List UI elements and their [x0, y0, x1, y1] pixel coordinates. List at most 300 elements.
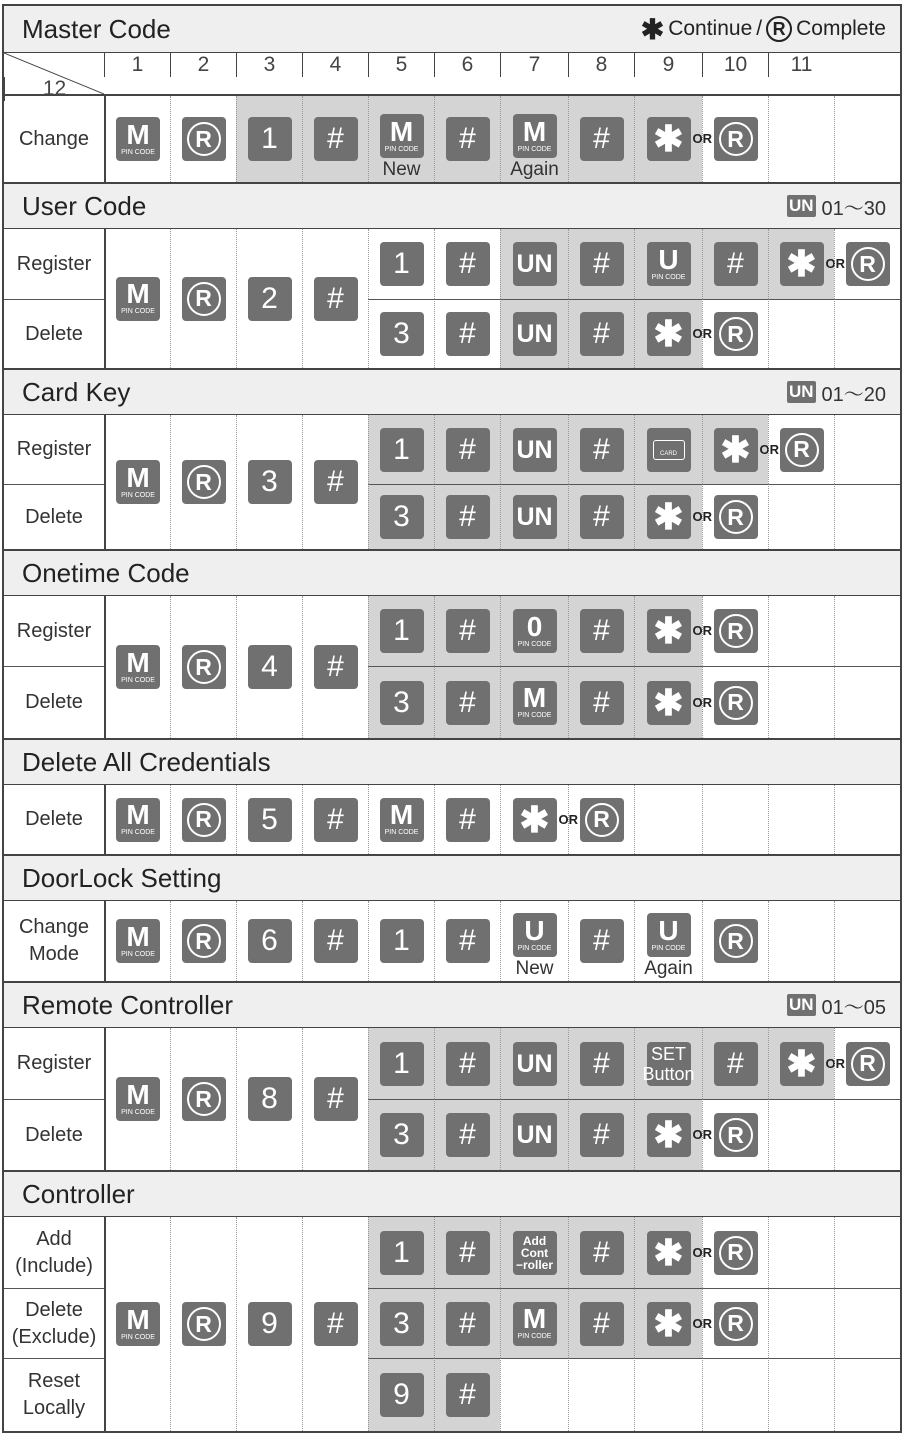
step-cell — [568, 596, 634, 666]
step-cell — [302, 415, 368, 549]
step-cell — [834, 1028, 900, 1099]
step-cell — [302, 1217, 368, 1431]
step-cell — [236, 785, 302, 854]
section-body — [4, 596, 900, 738]
circle-r-icon: R — [719, 1236, 753, 1270]
un-badge: UN — [788, 196, 814, 215]
step-cell — [434, 1358, 500, 1431]
range-indicator — [787, 192, 886, 221]
key-main-text: # — [327, 650, 344, 683]
step-cell — [368, 484, 434, 549]
pin-code-key — [116, 1302, 160, 1346]
column-number: 10 — [702, 53, 768, 77]
column-number: 12 — [4, 77, 104, 101]
row-label: Delete — [4, 299, 104, 368]
step-cell — [768, 1288, 834, 1358]
key-main-text: 9 — [261, 1307, 278, 1340]
step-cell — [434, 415, 500, 484]
range-text: 01～30 — [821, 197, 886, 220]
key-main-text: # — [327, 122, 344, 155]
step-cell — [434, 1217, 500, 1288]
hash-key — [446, 1042, 490, 1086]
step-cell — [236, 596, 302, 738]
step-cell — [768, 96, 834, 182]
step-cell — [834, 299, 900, 368]
key-main-text: 1 — [393, 247, 410, 280]
key-main-text: 3 — [393, 317, 410, 350]
step-cell — [368, 1358, 434, 1431]
step-cell — [568, 666, 634, 738]
step-cell — [302, 901, 368, 981]
key-sub-text: PIN CODE — [517, 640, 552, 648]
digit-key — [380, 681, 424, 725]
step-cell — [236, 901, 302, 981]
key-main-text: # — [459, 432, 476, 466]
step-cell — [568, 96, 634, 182]
range-indicator — [787, 991, 886, 1020]
section-onetime-code — [4, 549, 900, 738]
user-number-key — [513, 495, 557, 539]
circle-r-icon: R — [719, 122, 753, 156]
card-icon: CARD — [653, 440, 685, 460]
step-cell — [500, 1358, 568, 1431]
button-key — [513, 1231, 557, 1275]
continue-key — [647, 1231, 712, 1275]
step-cell — [500, 299, 568, 368]
key-main-text: 3 — [393, 685, 410, 719]
step-cell — [568, 1028, 634, 1099]
pin-code-key — [647, 242, 691, 286]
section-header — [4, 981, 900, 1028]
asterisk-icon: ✱ — [653, 681, 684, 723]
step-cell — [434, 785, 500, 854]
section-body — [4, 415, 900, 549]
key-sub-text: PIN CODE — [517, 145, 552, 153]
row-label: Delete — [4, 484, 104, 549]
key-main-text: U — [524, 914, 545, 946]
step-cell — [500, 229, 568, 299]
step-cell — [170, 901, 236, 981]
step-cell — [834, 229, 900, 299]
step-cell — [302, 1028, 368, 1170]
step-cell — [368, 299, 434, 368]
row-label: Register — [16, 438, 92, 460]
step-cell — [634, 1288, 712, 1358]
step-cell — [702, 1217, 768, 1288]
step-cell — [768, 415, 834, 484]
step-cell — [500, 666, 568, 738]
procedure-table — [2, 4, 902, 1433]
hash-key — [446, 681, 490, 725]
circle-r-icon: R — [766, 16, 792, 42]
key-main-text: # — [593, 1306, 610, 1340]
section-body — [4, 229, 900, 368]
key-line-text: −roller — [515, 1257, 554, 1272]
hash-key — [314, 277, 358, 321]
step-cell — [236, 415, 302, 549]
key-sub-text: PIN CODE — [651, 273, 686, 281]
step-cell — [104, 596, 170, 738]
key-main-text: 9 — [393, 1378, 410, 1411]
step-cell — [368, 1028, 434, 1099]
step-cell — [368, 901, 434, 981]
step-cell — [702, 1358, 768, 1431]
section-body — [4, 1217, 900, 1431]
row-label: Delete — [4, 666, 104, 738]
hash-key — [714, 242, 758, 286]
step-cell — [834, 596, 900, 666]
step-cell — [568, 415, 634, 484]
circle-r-icon: R — [187, 1307, 221, 1341]
column-number: 4 — [302, 53, 368, 77]
column-number: 3 — [236, 53, 302, 77]
section-header — [4, 368, 900, 415]
step-cell — [368, 96, 434, 182]
circle-r-icon: R — [785, 433, 819, 467]
circle-r-icon: R — [719, 1118, 753, 1152]
step-cell — [634, 901, 702, 981]
key-main-text: M — [126, 118, 150, 150]
step-cell — [634, 415, 702, 484]
row-label: Register — [16, 252, 92, 275]
asterisk-icon: ✱ — [653, 1231, 684, 1273]
key-main-text: 1 — [393, 924, 410, 957]
step-cell — [236, 96, 302, 182]
section-body — [4, 901, 900, 981]
digit-key — [248, 798, 292, 842]
key-main-text: U — [658, 243, 679, 275]
continue-key — [647, 1302, 712, 1346]
column-number: 2 — [170, 53, 236, 77]
key-sub-text: PIN CODE — [121, 1108, 155, 1116]
step-cell — [634, 229, 702, 299]
step-cell — [834, 96, 900, 182]
continue-key — [647, 681, 712, 725]
digit-key — [380, 1042, 424, 1086]
complete-key — [846, 242, 890, 286]
pin-code-key — [116, 919, 160, 963]
step-cell — [500, 484, 568, 549]
circle-r-icon: R — [719, 924, 753, 958]
key-main-text: 0 — [526, 610, 543, 642]
step-cell — [434, 1288, 500, 1358]
complete-key — [182, 1302, 226, 1346]
complete-key — [182, 798, 226, 842]
key-main-text: 1 — [393, 614, 410, 647]
step-cell — [302, 596, 368, 738]
step-cell — [768, 299, 834, 368]
section-header — [4, 549, 900, 596]
step-cell — [434, 96, 500, 182]
complete-key — [182, 277, 226, 321]
pin-code-key — [513, 609, 557, 653]
key-main-text: # — [593, 432, 610, 466]
column-number: 8 — [568, 53, 634, 77]
hash-key — [580, 681, 624, 725]
digit-key — [380, 1373, 424, 1417]
or-label: OR — [692, 509, 712, 524]
key-main-text: # — [327, 1082, 344, 1115]
step-cell — [768, 1099, 834, 1170]
continue-key — [780, 242, 845, 286]
section-remote-controller — [4, 981, 900, 1170]
key-main-text: # — [459, 1306, 476, 1340]
step-cell — [768, 666, 834, 738]
step-cell — [368, 1217, 434, 1288]
digit-key — [248, 1302, 292, 1346]
step-cell — [834, 484, 900, 549]
pin-code-key — [647, 913, 691, 957]
complete-key — [714, 609, 758, 653]
step-cell — [768, 901, 834, 981]
key-main-text: # — [593, 500, 610, 533]
step-cell — [634, 596, 712, 666]
row-label: Register — [16, 619, 92, 642]
circle-r-icon: R — [719, 686, 753, 720]
step-cell — [702, 1288, 768, 1358]
hash-key — [446, 117, 490, 161]
step-cell — [302, 785, 368, 854]
step-cell — [434, 299, 500, 368]
hash-key — [314, 460, 358, 504]
continue-key — [647, 1113, 712, 1157]
pin-code-key — [116, 277, 160, 321]
user-number-key — [513, 1042, 557, 1086]
step-cell — [702, 415, 779, 484]
hash-key — [580, 919, 624, 963]
key-main-text: # — [727, 1046, 744, 1080]
complete-key — [182, 645, 226, 689]
digit-key — [380, 495, 424, 539]
section-title: Onetime Code — [22, 557, 190, 588]
key-main-text: M — [126, 646, 150, 678]
or-label: OR — [692, 131, 712, 146]
step-cell — [104, 415, 170, 549]
button-key — [642, 1042, 695, 1086]
digit-key — [248, 277, 292, 321]
row-label: Change — [18, 127, 90, 150]
step-cell — [702, 484, 768, 549]
continue-key — [780, 1042, 845, 1086]
step-cell — [768, 1028, 845, 1099]
key-main-text: M — [522, 1303, 547, 1334]
key-line-text: SET — [650, 1043, 686, 1064]
step-cell — [434, 1099, 500, 1170]
or-label: OR — [759, 441, 779, 457]
diagonal-corner — [4, 53, 104, 77]
asterisk-icon: ✱ — [653, 1114, 684, 1155]
complete-key — [182, 117, 226, 161]
step-cell — [568, 1288, 634, 1358]
circle-r-icon: R — [187, 924, 221, 958]
step-cell — [104, 96, 170, 182]
digit-key — [380, 312, 424, 356]
hash-key — [446, 1113, 490, 1157]
step-cell — [568, 1358, 634, 1431]
step-cell — [702, 666, 768, 738]
complete-key — [714, 495, 758, 539]
key-main-text: # — [459, 614, 476, 647]
key-main-text: # — [459, 1046, 476, 1080]
key-main-text: 1 — [393, 432, 410, 466]
digit-key — [248, 919, 292, 963]
section-body — [4, 96, 900, 182]
key-caption: New — [382, 159, 421, 180]
column-number: 6 — [434, 53, 500, 77]
asterisk-icon: ✱ — [653, 1302, 684, 1344]
key-main-text: # — [593, 317, 610, 350]
key-main-text: UN — [516, 1049, 553, 1078]
hash-key — [580, 495, 624, 539]
step-cell — [634, 1028, 702, 1099]
step-cell — [368, 666, 434, 738]
range-text: 01～20 — [821, 383, 886, 406]
key-main-text: 8 — [261, 1082, 278, 1115]
step-cell — [104, 1217, 170, 1431]
complete-key — [714, 919, 758, 963]
step-cell — [568, 299, 634, 368]
circle-r-icon: R — [719, 317, 753, 351]
asterisk-icon: ✱ — [653, 496, 684, 537]
key-main-text: # — [593, 122, 610, 155]
hash-key — [446, 1302, 490, 1346]
complete-key — [714, 1113, 758, 1157]
section-body — [4, 1028, 900, 1170]
asterisk-icon: ✱ — [519, 798, 550, 840]
section-header — [4, 738, 900, 785]
key-main-text: UN — [516, 250, 553, 278]
step-cell — [236, 1217, 302, 1431]
step-cell — [634, 1358, 702, 1431]
step-cell — [702, 299, 768, 368]
key-main-text: # — [459, 1118, 476, 1151]
step-cell — [170, 415, 236, 549]
pin-code-key — [116, 1077, 160, 1121]
key-main-text: # — [327, 465, 344, 498]
circle-r-icon: R — [187, 1082, 221, 1116]
section-user-code — [4, 182, 900, 368]
step-cell — [500, 596, 568, 666]
pin-code-key — [116, 798, 160, 842]
user-number-key — [513, 428, 557, 472]
section-header — [4, 1170, 900, 1217]
step-cell — [834, 785, 900, 854]
or-label: OR — [825, 256, 845, 271]
step-cell — [368, 415, 434, 484]
key-main-text: # — [459, 247, 476, 280]
asterisk-icon: ✱ — [640, 13, 665, 45]
un-badge: UN — [788, 382, 814, 401]
step-cell — [834, 1358, 900, 1431]
step-cell — [434, 1028, 500, 1099]
key-sub-text: PIN CODE — [384, 829, 419, 836]
complete-key — [714, 1231, 758, 1275]
key-main-text: 2 — [261, 281, 278, 315]
step-cell — [834, 415, 900, 484]
hash-key — [580, 312, 624, 356]
step-cell — [702, 785, 768, 854]
hash-key — [446, 1231, 490, 1275]
step-cell — [368, 1288, 434, 1358]
digit-key — [380, 919, 424, 963]
continue-key — [647, 117, 712, 161]
key-caption: Again — [510, 159, 559, 180]
key-sub-text: PIN CODE — [121, 308, 155, 315]
key-sub-text: PIN CODE — [517, 1333, 552, 1340]
step-cell — [434, 666, 500, 738]
key-main-text: # — [593, 1235, 610, 1269]
step-cell — [634, 1217, 712, 1288]
or-label: OR — [692, 1127, 712, 1142]
hash-key — [580, 242, 624, 286]
or-label: OR — [558, 811, 578, 827]
step-cell — [104, 785, 170, 854]
section-doorlock-setting — [4, 854, 900, 981]
key-main-text: # — [593, 685, 610, 719]
legend — [641, 13, 886, 46]
step-cell — [768, 229, 845, 299]
step-cell — [434, 484, 500, 549]
asterisk-icon: ✱ — [653, 610, 684, 651]
step-cell — [768, 1217, 834, 1288]
step-cell — [702, 96, 768, 182]
complete-key — [580, 798, 624, 842]
digit-key — [380, 1113, 424, 1157]
or-label: OR — [692, 1244, 712, 1260]
step-cell — [170, 1217, 236, 1431]
asterisk-icon: ✱ — [786, 1042, 817, 1084]
step-cell — [768, 1358, 834, 1431]
key-main-text: # — [459, 122, 476, 155]
hash-key — [446, 495, 490, 539]
step-cell — [834, 1217, 900, 1288]
key-caption: Again — [644, 958, 693, 979]
step-cell — [500, 1288, 568, 1358]
step-cell — [834, 1288, 900, 1358]
section-title: Card Key — [22, 376, 131, 407]
key-main-text: # — [459, 1235, 476, 1269]
complete-key — [714, 312, 758, 356]
key-main-text: M — [522, 115, 547, 147]
digit-key — [380, 609, 424, 653]
section-title: Delete All Credentials — [22, 746, 271, 777]
key-main-text: U — [658, 914, 679, 946]
hash-key — [580, 117, 624, 161]
step-cell — [568, 229, 634, 299]
key-sub-text: PIN CODE — [121, 148, 155, 156]
hash-key — [314, 645, 358, 689]
step-cell — [500, 1217, 568, 1288]
digit-key — [380, 242, 424, 286]
legend-continue: Continue — [668, 17, 753, 40]
section-header — [4, 854, 900, 901]
section-title: DoorLock Setting — [22, 862, 222, 893]
pin-code-key — [116, 460, 160, 504]
column-number: 7 — [500, 53, 568, 77]
key-main-text: # — [459, 500, 476, 533]
hash-key — [314, 798, 358, 842]
section-header — [4, 6, 900, 53]
or-label: OR — [692, 326, 712, 341]
key-main-text: 3 — [393, 500, 410, 533]
continue-key — [647, 609, 712, 653]
pin-code-key — [513, 1302, 557, 1346]
key-main-text: 4 — [261, 650, 278, 683]
hash-key — [580, 428, 624, 472]
legend-separator: / — [756, 17, 763, 40]
pin-code-key — [380, 114, 424, 158]
column-number: 11 — [768, 53, 834, 77]
